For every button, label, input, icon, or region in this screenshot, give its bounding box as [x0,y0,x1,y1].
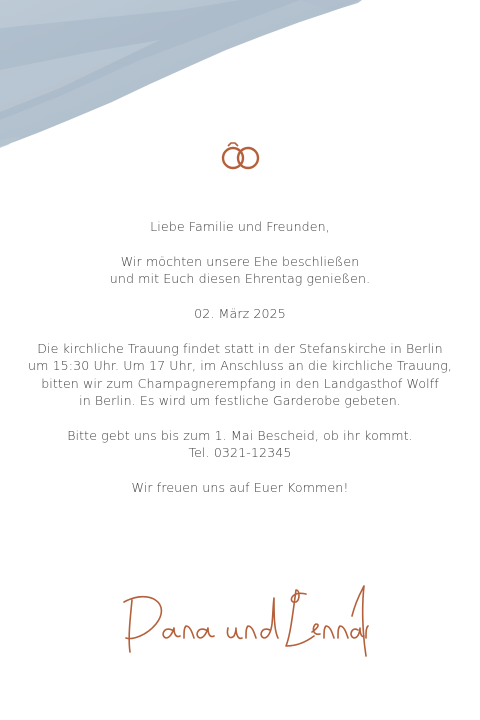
rsvp-phone: Tel. 0321-12345 [188,445,292,461]
details-line: bitten wir zum Champagnerempfang in den Landgasthof Wolff [41,375,439,391]
details-line: in Berlin. Es wird um festliche Garderobe gebeten. [79,393,401,409]
wedding-date: 02. März 2025 [194,306,286,321]
details-line: um 15:30 Uhr. Um 17 Uhr, im Anschluss an die kirchliche Trauung, [28,358,452,374]
intro-line: Wir möchten unsere Ehe beschließen [120,253,360,269]
closing-line: Wir freuen uns auf Euer Kommen! [131,480,349,496]
details-paragraph [20,340,460,410]
greeting-line: Liebe Familie und Freunden, [150,219,330,234]
rsvp-paragraph [20,427,460,462]
intro-paragraph [20,253,460,288]
date-paragraph [20,305,460,322]
closing-paragraph [20,479,460,496]
invitation-text [20,218,460,496]
wedding-rings-icon [218,140,264,174]
signature [110,580,370,660]
intro-line: und mit Euch diesen Ehrentag genießen. [109,271,371,287]
greeting [20,218,460,235]
details-line: Die kirchliche Trauung findet statt in der Stefanskirche in Berlin [37,340,443,356]
rsvp-line: Bitte gebt uns bis zum 1. Mai Bescheid, ob ihr kommt. [67,427,413,443]
